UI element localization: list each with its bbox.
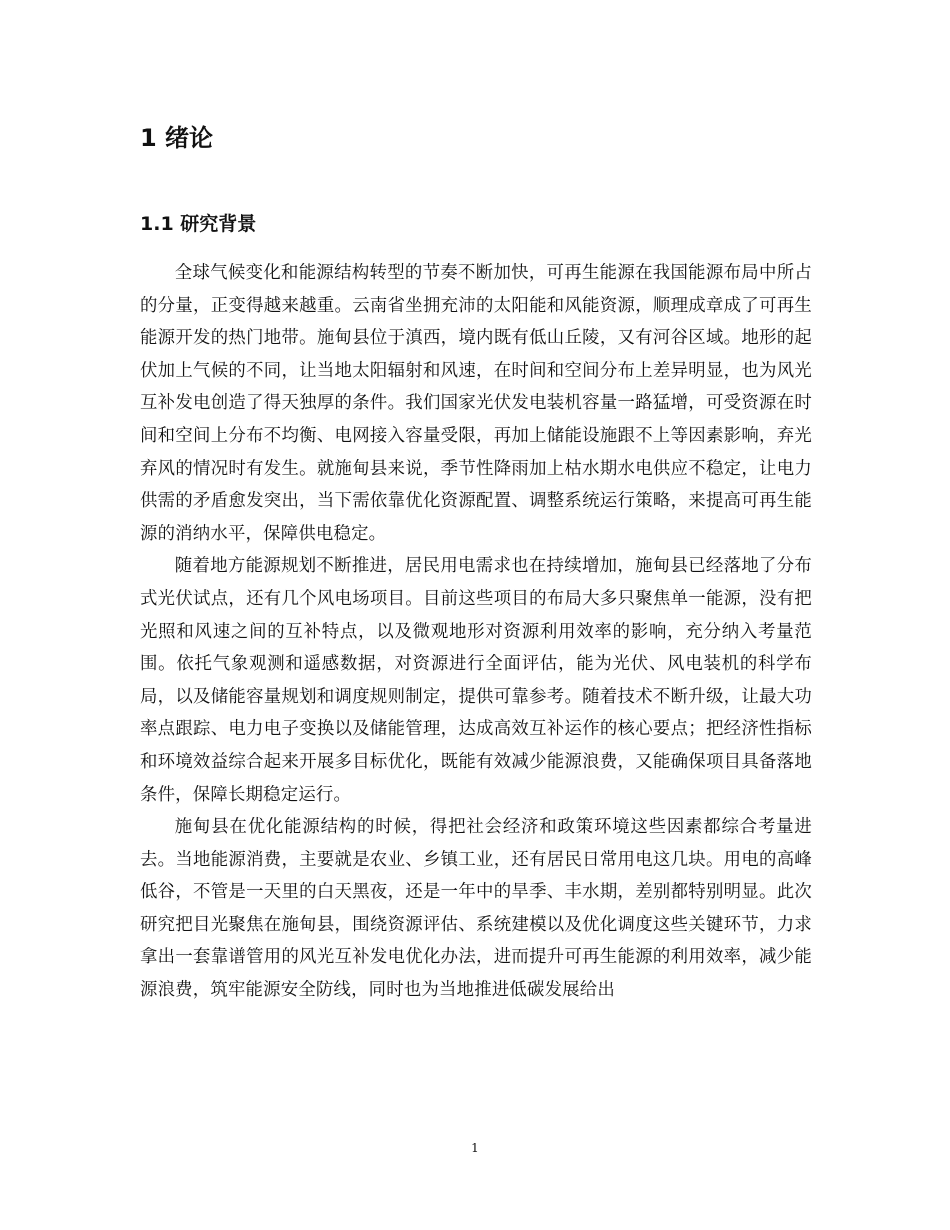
chapter-title: 1 绪论	[140, 124, 214, 152]
section-title: 1.1 研究背景	[140, 213, 257, 235]
body-text	[140, 257, 812, 1007]
paragraph: 施甸县在优化能源结构的时候，得把社会经济和政策环境这些因素都综合考量进去。当地能源消费，主要就是农业、乡镇工业，还有居民日常用电这几块。用电的高峰低谷，不管是一天里的白天黑夜，还是一年中的旱季、丰水期，差别都特别明显。此次研究把目光聚焦在施甸县，围绕资源评估、系统建模以及优化调度这些关键环节，力求拿出一套靠谱管用的风光互补发电优化办法，进而提升可再生能源的利用效率，减少能源浪费，筑牢能源安全防线，同时也为当地推进低碳发展给出	[140, 817, 812, 1001]
page-number: 1	[471, 1141, 479, 1155]
paragraph: 全球气候变化和能源结构转型的节奏不断加快，可再生能源在我国能源布局中所占的分量，正变得越来越重。云南省坐拥充沛的太阳能和风能资源，顺理成章成了可再生能源开发的热门地带。施甸县位于滇西，境内既有低山丘陵，又有河谷区域。地形的起伏加上气候的不同，让当地太阳辐射和风速，在时间和空间分布上差异明显，也为风光互补发电创造了得天独厚的条件。我们国家光伏发电装机容量一路猛增，可受资源在时间和空间上分布不均衡、电网接入容量受限，再加上储能设施跟不上等因素影响，弃光弃风的情况时有发生。就施甸县来说，季节性降雨加上枯水期水电供应不稳定，让电力供需的矛盾愈发突出，当下需依靠优化资源配置、调整系统运行策略，来提高可再生能源的消纳水平，保障供电稳定。	[140, 263, 812, 544]
paragraph: 随着地方能源规划不断推进，居民用电需求也在持续增加，施甸县已经落地了分布式光伏试点，还有几个风电场项目。目前这些项目的布局大多只聚焦单一能源，没有把光照和风速之间的互补特点，以及微观地形对资源利用效率的影响，充分纳入考量范围。依托气象观测和遥感数据，对资源进行全面评估，能为光伏、风电装机的科学布局，以及储能容量规划和调度规则制定，提供可靠参考。随着技术不断升级，让最大功率点跟踪、电力电子变换以及储能管理，达成高效互补运作的核心要点；把经济性指标和环境效益综合起来开展多目标优化，既能有效减少能源浪费，又能确保项目具备落地条件，保障长期稳定运行。	[140, 556, 812, 805]
